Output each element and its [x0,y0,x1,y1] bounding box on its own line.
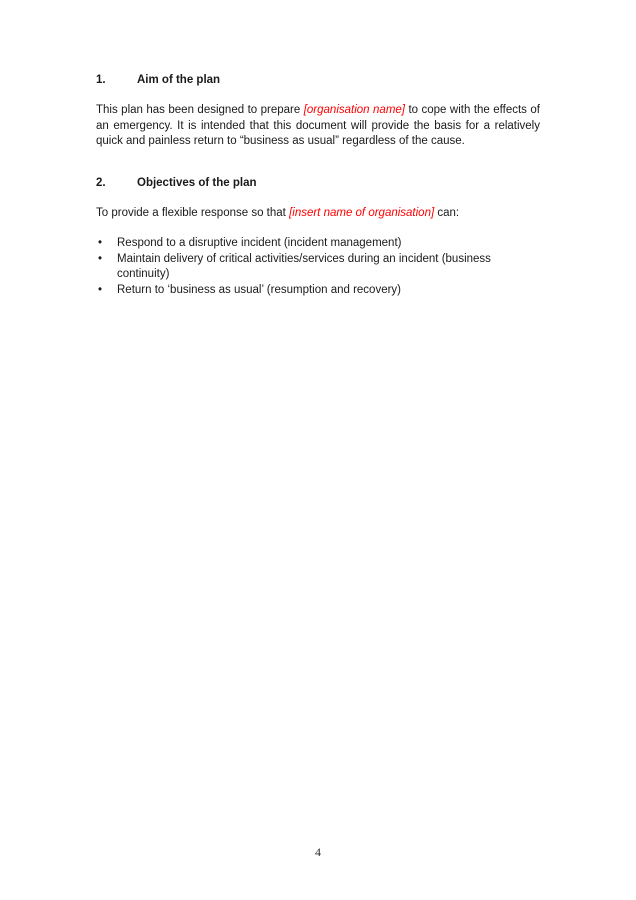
bullet-text: Respond to a disruptive incident (incident management) [117,237,402,249]
page-number: 4 [315,845,321,859]
section-1-paragraph [96,103,540,150]
section-aim-of-the-plan [96,73,540,150]
paragraph-text: can: [434,206,460,219]
bullet-icon: • [98,252,103,265]
section-objectives-of-the-plan [96,176,540,299]
placeholder-insert-name-of-organisation: [insert name of organisation] [289,206,435,219]
paragraph-text: This plan has been designed to prepare [96,104,304,116]
page-content [96,0,540,298]
section-2-heading [96,176,540,192]
bullet-icon: • [98,237,103,249]
objectives-bullet-list [96,236,540,298]
section-1-number: 1. [96,74,106,86]
section-2-paragraph [96,206,540,222]
paragraph-text: to cope with the effects of an emergency. It is intended that this document will provide the basis for a relatively quick and painless return to “business as usual” regardless of the cause. [96,104,540,147]
section-1-title: Aim of the plan [137,74,221,86]
bullet-icon: • [98,283,103,296]
bullet-text: Maintain delivery of critical activities/services during an incident (business continuity) [117,252,491,280]
bullet-item-respond [96,236,540,252]
section-2-number: 2. [96,176,106,189]
bullet-item-maintain [96,252,540,283]
bullet-item-return [96,283,540,299]
bullet-text: Return to ‘business as usual’ (resumption and recovery) [117,283,402,296]
paragraph-text: To provide a flexible response so that [96,206,290,219]
placeholder-organisation-name: [organisation name] [303,104,405,116]
section-1-heading [96,73,540,89]
section-2-title: Objectives of the plan [137,176,257,189]
